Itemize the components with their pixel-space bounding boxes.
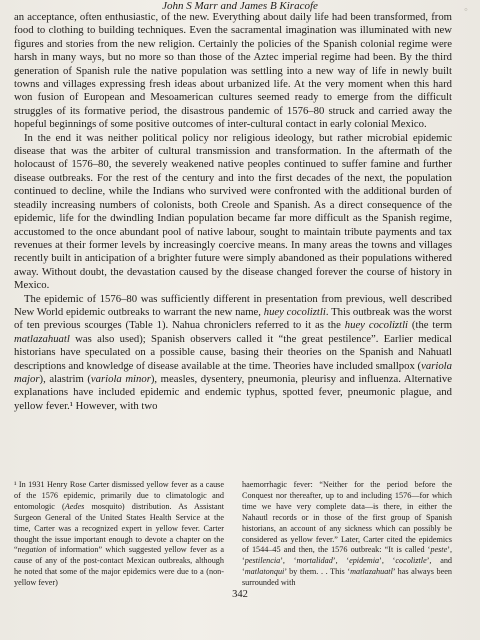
text-run: ’, ‘	[280, 556, 297, 566]
text-run: of information” which suggested yellow fever as a cause of any of the post-contact Mexican outbreaks, although he noted that some of the major epidemics were due to a (non-yellow fever)	[14, 545, 224, 588]
text-run: haemorrhagic fever: “Neither for the period before the Conquest nor thereafter, up to and including 1576—for which time we have very complete data—is there, in either the Nahautl records or in those of the first group of Spanish historians, an account of any sickness which can possibly be considered as yellow fever.” Later, Carter cited the epidemics of 1544–45 and then, the 1576 outbreak: “It is called ‘	[242, 480, 452, 555]
text-run: ’, ‘	[242, 545, 452, 566]
running-head: John S Marr and James B Kiracofe	[162, 0, 318, 12]
italic-term: mortalidad	[296, 556, 333, 566]
text-run: an acceptance, often enthusiastic, of the new. Everything about daily life had been transformed, from food to clothing to building techniques. Even the sacramental imagination was illuminated with new figures and stories from the new religion. Certainly the policies of the Spanish colonial regime were harsh in many ways, but no more so than those of the Aztec imperial regime had been. By the third generation of Spanish rule the native population was settling into a new way of life in newly built towns and villages expressing fresh ideas about urbanized life. At the very moment when this hard won fusion of European and Mesoamerican cultures seemed ready to emerge from the difficult struggles of its formative period, the disastrous pandemic of 1576–80 struck and carried away the hopeful beginnings of some positive outcomes of inter-cultural contact in early colonial Mexico.	[14, 11, 452, 131]
italic-term: pestilencia	[244, 556, 281, 566]
text-run: was also used); Spanish observers called it “the great pestilence”. Earlier medical historians have speculated on a possible cause, basing their theories on the Spanish and Nahuatl descriptions and knowledge of disease available at the time. Theories have included smallpox (	[14, 332, 452, 372]
body-paragraph	[14, 293, 452, 414]
italic-term: negation	[17, 545, 47, 555]
italic-term: Aedes	[64, 501, 85, 511]
footnote-right-column	[242, 480, 452, 589]
text-run: (the term	[408, 319, 453, 332]
text-run: ), measles, dysentery, pneumonia, pleurisy and influenza. Alternative explanations have included epidemic and endemic typhus, spotted fever, pneumonic plague, and yellow fever.¹ However, with two	[14, 372, 452, 412]
text-run: ’ has always been surrounded with	[242, 567, 452, 588]
text-run: ¹ In 1931 Henry Rose Carter dismissed yellow fever as a cause of the 1576 epidemic, primarily due to climatologic and entomologic (	[14, 480, 224, 511]
italic-term: epidemia	[349, 556, 380, 566]
italic-term: huey cocoliztli	[263, 305, 326, 318]
italic-term: cocoliztle	[395, 556, 427, 566]
corner-mark-icon: ◦	[464, 4, 468, 16]
italic-term: variola minor	[90, 372, 151, 385]
text-run: mosquito) distribution. As Assistant Surgeon General of the United States Health Service at the time, Carter was a recognized expert in yellow fever. Carter thought the issue important enough to devote a chapter on the “	[14, 501, 224, 555]
footnote-left-column	[14, 480, 224, 589]
italic-term: matlazahuatl	[350, 567, 393, 577]
footnotes	[14, 480, 452, 589]
text-run: In the end it was neither political policy nor religious ideology, but rather microbial epidemic disease that was the arbiter of cultural transmission and transformation. In the aftermath of the holocaust of 1576–80, the severely weakened native peoples continued to suffer famine and further disease outbreaks. For the rest of the century and into the first decades of the next, the population continued to decline, while the Indians who survived were confronted with the additional burden of steadily increasing numbers of colonists, both Creole and Spanish. As a direct consequence of the epidemic, life for the dwindling Indian population became far more difficult as the Spanish regime, accustomed to the once abundant pool of native labour, sought to maintain tribute payments and tax revenues at their former levels by increasingly coercive means. In many areas the towns and villages recently built in anticipation of a brighter future were simply abandoned as their populations withered away. Without doubt, the devastation caused by the disease changed forever the course of history in Mexico.	[14, 131, 452, 292]
italic-term: matlatonqui	[244, 567, 285, 577]
text-run: ’, ‘	[379, 556, 396, 566]
body-paragraph	[14, 132, 452, 293]
italic-term: peste	[430, 545, 448, 555]
body-paragraph	[14, 11, 452, 132]
text-run: ’ by them. . . This ‘	[284, 567, 351, 577]
main-text	[14, 11, 452, 413]
text-run: ), alastrim (	[39, 372, 91, 385]
italic-term: huey cocoliztli	[344, 319, 409, 332]
text-run: ’, ‘	[332, 556, 350, 566]
page-number: 342	[232, 589, 248, 600]
text-run: ’, and ‘	[242, 556, 453, 577]
text-run: . This outbreak was the worst of ten previous scourges (Table 1). Nahua chroniclers referred to it as the	[14, 305, 453, 332]
italic-term: matlazahuatl	[14, 332, 70, 345]
italic-term: variola major	[14, 359, 452, 385]
text-run: The epidemic of 1576–80 was sufficiently different in presentation from previous, well described New World epidemic outbreaks to warrant the new name,	[14, 292, 452, 318]
